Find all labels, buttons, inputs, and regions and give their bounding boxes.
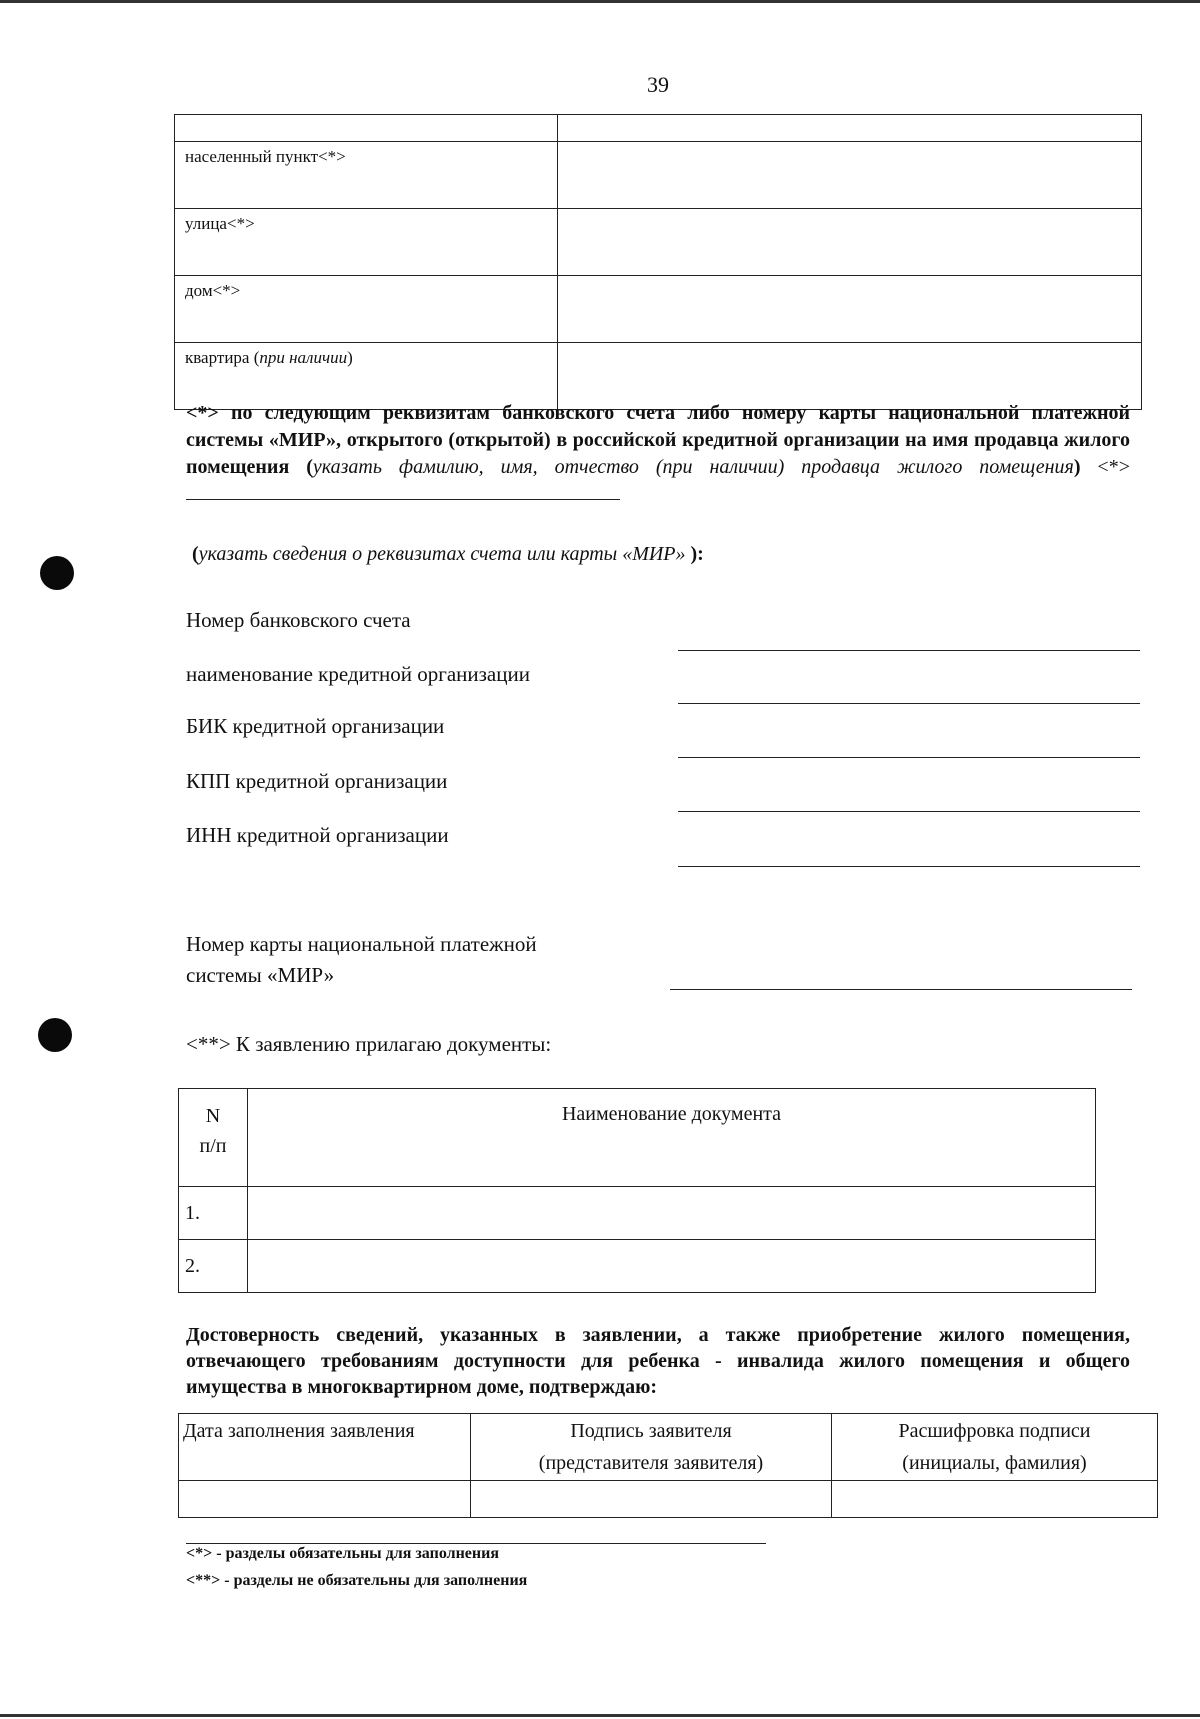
address-row-house [175,276,1142,343]
document-number-1: 1. [179,1187,248,1240]
signature-header-signature-line1: Подпись заявителя [570,1420,732,1442]
address-label-settlement: населенный пункт<*> [175,142,558,209]
confirmation-statement: Достоверность сведений, указанных в заявлении, а также приобретение жилого помещения, отвечающего требованиям доступности для ребенка - инвалида жилого помещения и общего имущества в многоквартирном доме, подтверждаю: [186,1324,1130,1398]
field-line-kpp[interactable] [678,811,1140,812]
signature-header-decoding [832,1414,1158,1481]
field-line-account-number[interactable] [678,650,1140,651]
address-value-street[interactable] [558,209,1142,276]
instruction-text: указать сведения о реквизитах счета или карты «МИР» [198,543,686,565]
page-number: 39 [647,72,669,97]
address-label [175,115,558,142]
address-row-street [175,209,1142,276]
instruction-close: ): [685,543,704,565]
footnote-optional: <**> - разделы не обязательны для заполнения [186,1572,528,1589]
signature-header-decoding-line1: Расшифровка подписи [898,1420,1091,1442]
seller-name-fill-line[interactable] [186,481,620,500]
field-label-account-number: Номер банковского счета [186,608,411,632]
signature-decoding-cell[interactable] [832,1481,1158,1518]
requisites-paragraph: <*> по следующим реквизитам банковского счета либо номеру карты национальной платежной системы «МИР», открытого (открытой) в российской кредитной организации на имя продавца жилого помещения (указать фамилию, имя, отчество (при наличии) продавца жилого помещения) <*> [186,400,1130,508]
apartment-label-note: при наличии [259,348,348,367]
address-table [174,114,1142,410]
table-row [179,1187,1096,1240]
signature-table [178,1413,1158,1518]
signature-header-date: Дата заполнения заявления [179,1414,471,1481]
documents-header-n: N [205,1105,221,1127]
signature-date-cell[interactable] [179,1481,471,1518]
signature-header-decoding-line2: (инициалы, фамилия) [902,1452,1087,1474]
signature-header-signature [471,1414,832,1481]
documents-table [178,1088,1096,1293]
signature-header-signature-line2: (представителя заявителя) [538,1452,764,1474]
address-value-settlement[interactable] [558,142,1142,209]
field-line-inn[interactable] [678,866,1140,867]
field-label-kpp: КПП кредитной организации [186,769,448,793]
mir-card-label-line1: Номер карты национальной платежной [186,932,537,956]
footnote-divider [186,1543,766,1544]
requisites-bold-text: <*> по следующим реквизитам банковского счета либо номеру карты национальной платежной системы «МИР», открытого (открытой) в российской кредитной организации на имя продавца жилого помещения ( [186,402,1130,478]
mir-card-label-line2: системы «МИР» [186,963,335,987]
signature-input-row [179,1481,1158,1518]
scan-edge-bottom [0,1714,1200,1717]
address-value-cell[interactable] [558,115,1142,142]
field-label-bik: БИК кредитной организации [186,714,445,738]
document-name-cell-1[interactable] [248,1187,1096,1240]
field-line-bik[interactable] [678,757,1140,758]
address-row [175,115,1142,142]
apartment-label-text: квартира ( [185,348,260,367]
signature-header-row [179,1414,1158,1481]
field-label-inn: ИНН кредитной организации [186,823,449,847]
documents-header-name: Наименование документа [248,1089,1096,1187]
documents-header-number [179,1089,248,1187]
document-number-2: 2. [179,1240,248,1293]
document-name-cell-2[interactable] [248,1240,1096,1293]
address-value-house[interactable] [558,276,1142,343]
address-label-street: улица<*> [175,209,558,276]
documents-label: <**> К заявлению прилагаю документы: [186,1032,552,1056]
requisites-instruction [192,543,704,566]
punch-hole-bottom [38,1018,72,1052]
requisites-italic-text: указать фамилию, имя, отчество (при наличии) продавца жилого помещения [312,456,1074,478]
signature-cell[interactable] [471,1481,832,1518]
scan-edge-top [0,0,1200,3]
field-label-mir-card [186,929,537,991]
field-line-mir-card[interactable] [670,989,1132,990]
field-line-bank-name[interactable] [678,703,1140,704]
field-label-bank-name: наименование кредитной организации [186,662,530,686]
address-label-house: дом<*> [175,276,558,343]
documents-header-pp: п/п [199,1135,227,1157]
requisites-tail: <*> [1080,456,1130,478]
address-row-settlement [175,142,1142,209]
table-row [179,1240,1096,1293]
instruction-open: ( [192,543,199,565]
punch-hole-top [40,556,74,590]
footnote-required: <*> - разделы обязательны для заполнения [186,1545,499,1562]
documents-header-row [179,1089,1096,1187]
apartment-label-end: ) [347,348,353,367]
